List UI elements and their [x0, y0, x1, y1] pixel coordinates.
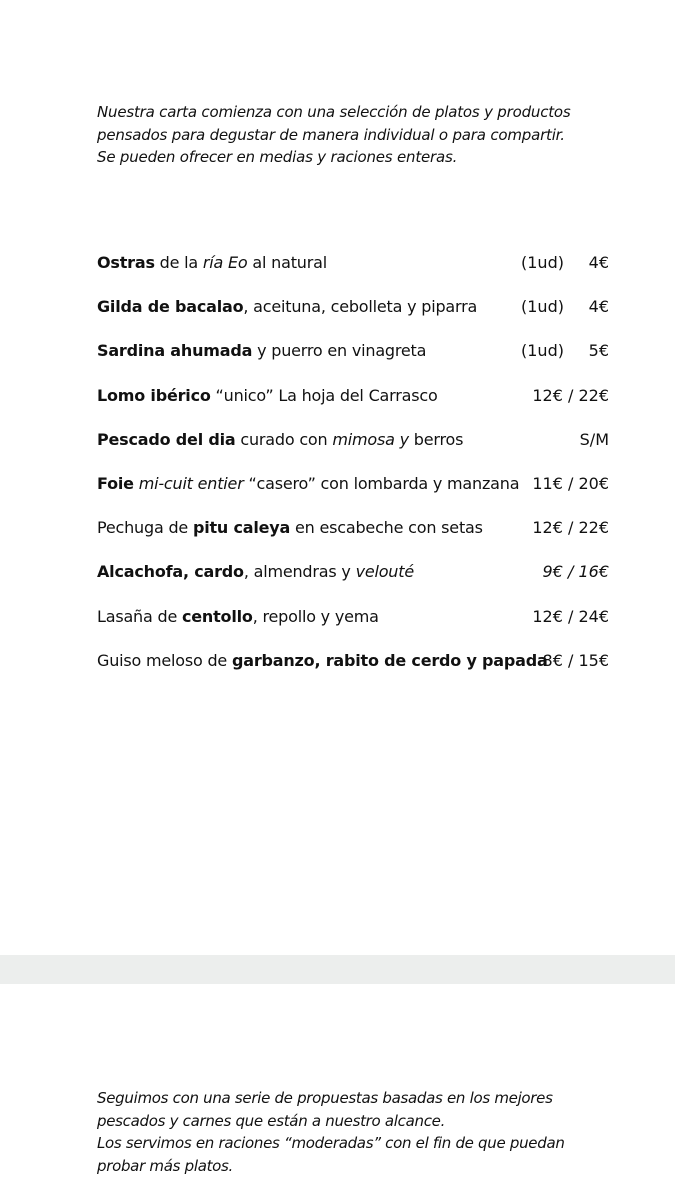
menu-item-description: [97, 383, 438, 409]
menu-item-description: [97, 250, 327, 276]
intro-line: pescados y carnes que están a nuestro alcance.: [97, 1111, 446, 1130]
menu-item-description: [97, 471, 519, 497]
dish-detail: , aceituna, cebolleta y piparra: [243, 297, 478, 317]
dish-name: garbanzo, rabito de cerdo y papada: [231, 650, 548, 670]
dish-detail: velouté: [355, 562, 414, 582]
dish-name: Alcachofa, cardo: [97, 562, 244, 582]
menu-item-description: [97, 559, 414, 585]
menu-item-price: 12€ / 22€: [532, 518, 609, 538]
menu-item-price: 9€ / 16€: [542, 562, 609, 582]
section-divider: [0, 955, 675, 984]
menu-item-price: 11€ / 20€: [532, 473, 609, 493]
menu-item: [97, 383, 617, 427]
section-intro-text: [97, 1087, 657, 1177]
menu-item: [97, 427, 617, 471]
menu-item: [97, 515, 617, 559]
dish-detail: ría Eo: [202, 253, 248, 272]
dish-name: Ostras: [97, 253, 155, 272]
menu-item: [97, 648, 617, 692]
menu-item-description: [97, 294, 477, 320]
dish-detail: y puerro en vinagreta: [252, 341, 427, 361]
dish-name: Gilda de bacalao: [97, 297, 244, 317]
menu-list: [97, 250, 617, 692]
dish-detail: “unico” La hoja del Carrasco: [210, 385, 438, 405]
dish-detail: , repollo y yema: [252, 606, 379, 626]
intro-line: probar más platos.: [97, 1156, 234, 1175]
dish-name: Foie: [97, 473, 134, 493]
menu-item-unit: (1ud): [521, 341, 564, 361]
dish-name: Lomo ibérico: [97, 385, 211, 405]
dish-detail: berros: [408, 429, 464, 449]
menu-item-unit: (1ud): [521, 253, 564, 272]
dish-detail: al natural: [247, 253, 327, 272]
dish-detail: Pechuga de: [97, 518, 193, 538]
menu-item: [97, 338, 617, 382]
dish-name: Sardina ahumada: [97, 341, 253, 361]
menu-item-price: 8€ / 15€: [542, 650, 609, 670]
menu-item: [97, 294, 617, 338]
menu-item-price: S/M: [579, 429, 609, 449]
dish-detail: mi-cuit entier: [133, 473, 244, 493]
menu-item: [97, 471, 617, 515]
menu-item-price: 4€: [588, 297, 609, 317]
intro-line: Seguimos con una serie de propuestas basadas en los mejores: [97, 1089, 553, 1107]
dish-detail: Guiso meloso de: [97, 650, 232, 670]
menu-item-description: [97, 515, 483, 541]
dish-name: Pescado del dia: [97, 429, 236, 449]
menu-item-price: 5€: [588, 341, 609, 361]
menu-item-description: [97, 338, 426, 364]
intro-line: Los servimos en raciones “moderadas” con el fin de que puedan: [97, 1134, 565, 1152]
menu-item-description: [97, 648, 548, 674]
intro-text: [97, 101, 637, 169]
intro-line: Nuestra carta comienza con una selección de platos y productos: [97, 103, 571, 121]
menu-item-description: [97, 604, 379, 630]
dish-name: pitu caleya: [192, 518, 291, 538]
dish-detail: en escabeche con setas: [290, 518, 483, 538]
dish-detail: , almendras y: [243, 562, 356, 582]
dish-detail: curado con: [235, 429, 333, 449]
dish-detail: Lasaña de: [97, 606, 182, 626]
menu-item-unit: (1ud): [521, 297, 564, 317]
menu-item-price: 4€: [588, 253, 609, 272]
menu-item-price: 12€ / 24€: [532, 606, 609, 626]
intro-line: pensados para degustar de manera individual o para compartir.: [97, 125, 565, 144]
menu-item: [97, 250, 617, 294]
menu-item: [97, 559, 617, 603]
dish-name: centollo: [181, 606, 253, 626]
dish-detail: “casero” con lombarda y manzana: [243, 473, 520, 493]
menu-item-price: 12€ / 22€: [532, 385, 609, 405]
intro-line: Se pueden ofrecer en medias y raciones enteras.: [97, 148, 458, 166]
menu-item: [97, 604, 617, 648]
dish-detail: de la: [154, 253, 203, 272]
dish-detail: mimosa y: [332, 429, 409, 449]
menu-item-description: [97, 427, 463, 453]
